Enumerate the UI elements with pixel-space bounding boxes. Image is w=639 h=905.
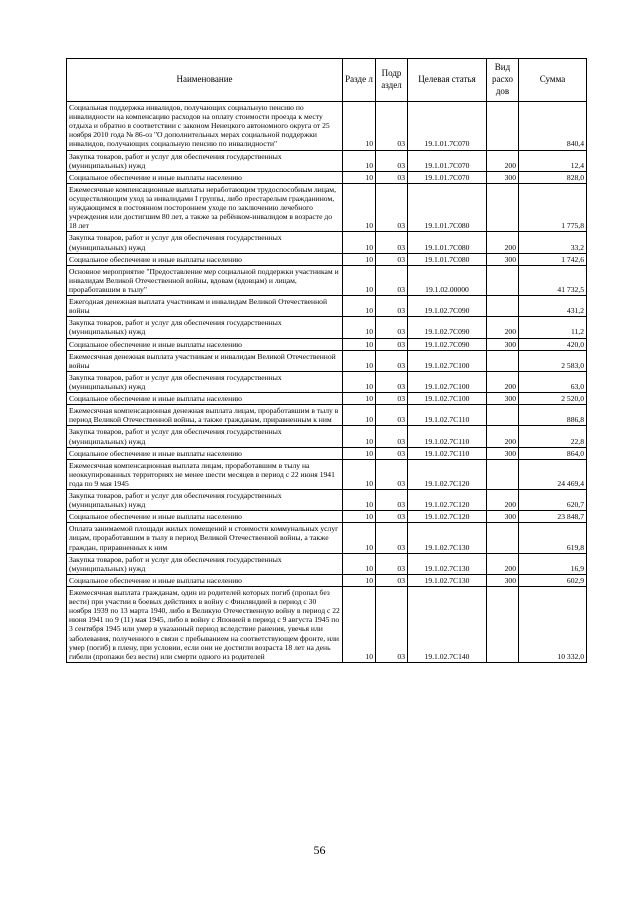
cell-amount: 840,4 <box>519 102 587 151</box>
table-row <box>67 523 587 553</box>
cell-amount: 1 742,6 <box>519 253 587 265</box>
cell-section: 10 <box>343 371 376 392</box>
cell-target: 19.1.01.7С080 <box>408 183 487 232</box>
cell-section: 10 <box>343 426 376 447</box>
header-subsection: Подр аздел <box>376 59 408 102</box>
cell-amount: 431,2 <box>519 296 587 317</box>
cell-name: Основное мероприятие "Предоставление мер социальной поддержки участникам и инвалидам Великой Отечественной войны, вдовам (вдовцам) и лицам, проработавшим в тылу" <box>67 265 343 295</box>
cell-target: 19.1.01.7С080 <box>408 232 487 253</box>
cell-section: 10 <box>343 393 376 405</box>
table-row <box>67 171 587 183</box>
cell-target: 19.1.02.7С130 <box>408 523 487 553</box>
table-row <box>67 317 587 338</box>
cell-subsection: 03 <box>376 405 408 426</box>
cell-target: 19.1.02.7С110 <box>408 405 487 426</box>
table-row <box>67 296 587 317</box>
table-row <box>67 102 587 151</box>
cell-amount: 63,0 <box>519 371 587 392</box>
cell-subsection: 03 <box>376 265 408 295</box>
cell-expense-type <box>487 183 519 232</box>
cell-target: 19.1.02.7С130 <box>408 574 487 586</box>
cell-expense-type: 200 <box>487 371 519 392</box>
cell-amount: 420,0 <box>519 338 587 350</box>
cell-expense-type: 200 <box>487 317 519 338</box>
table-row <box>67 232 587 253</box>
cell-name: Ежемесячная выплата гражданам, один из родителей которых погиб (пропал без вести) при участии в боевых действиях в войну с Финляндией в период с 30 ноября 1939 по 13 марта 1940, либо в Великую Отечественную войну в период с 22 июня 1941 по 9 (11) мая 1945, либо в войну с Японией в период с 9 августа 1945 по 3 сентября 1945 или умер в указанный период вследствие ранения, увечья или заболевания, полученного в связи с пребыванием на соответствующем фронте, или умер (погиб) в плену, при условии, если они не достигли возраста 18 лет на день гибели (пропажи без вести) или смерти одного из родителей <box>67 587 343 663</box>
cell-subsection: 03 <box>376 587 408 663</box>
cell-name: Ежемесячная денежная выплата участникам и инвалидам Великой Отечественной войны <box>67 350 343 371</box>
cell-subsection: 03 <box>376 150 408 171</box>
table-row <box>67 338 587 350</box>
table-row <box>67 371 587 392</box>
cell-subsection: 03 <box>376 426 408 447</box>
cell-section: 10 <box>343 523 376 553</box>
cell-expense-type: 300 <box>487 393 519 405</box>
budget-table <box>66 58 587 663</box>
cell-target: 19.1.02.7С110 <box>408 426 487 447</box>
cell-section: 10 <box>343 317 376 338</box>
table-row <box>67 426 587 447</box>
cell-target: 19.1.02.00000 <box>408 265 487 295</box>
cell-amount: 10 332,0 <box>519 587 587 663</box>
cell-expense-type: 300 <box>487 511 519 523</box>
cell-name: Закупка товаров, работ и услуг для обеспечения государственных (муниципальных) нужд <box>67 426 343 447</box>
table-row <box>67 459 587 489</box>
cell-subsection: 03 <box>376 553 408 574</box>
cell-section: 10 <box>343 232 376 253</box>
cell-target: 19.1.01.7С070 <box>408 102 487 151</box>
cell-expense-type <box>487 350 519 371</box>
cell-expense-type: 300 <box>487 253 519 265</box>
header-target: Целевая статья <box>408 59 487 102</box>
cell-name: Социальное обеспечение и иные выплаты населению <box>67 338 343 350</box>
cell-amount: 619,8 <box>519 523 587 553</box>
cell-name: Социальное обеспечение и иные выплаты населению <box>67 171 343 183</box>
cell-expense-type <box>487 587 519 663</box>
cell-amount: 828,0 <box>519 171 587 183</box>
cell-amount: 886,8 <box>519 405 587 426</box>
cell-amount: 2 520,0 <box>519 393 587 405</box>
table-row <box>67 405 587 426</box>
cell-target: 19.1.02.7С120 <box>408 459 487 489</box>
cell-subsection: 03 <box>376 447 408 459</box>
header-section: Разде л <box>343 59 376 102</box>
cell-target: 19.1.02.7С110 <box>408 447 487 459</box>
cell-amount: 23 848,7 <box>519 511 587 523</box>
cell-expense-type: 200 <box>487 150 519 171</box>
cell-subsection: 03 <box>376 523 408 553</box>
cell-section: 10 <box>343 102 376 151</box>
cell-section: 10 <box>343 574 376 586</box>
cell-name: Ежемесячная компенсационная денежная выплата лицам, проработавшим в тылу в период Великой Отечественной войны, а также гражданам, приравненным к ним <box>67 405 343 426</box>
cell-target: 19.1.01.7С070 <box>408 171 487 183</box>
cell-amount: 41 732,5 <box>519 265 587 295</box>
cell-subsection: 03 <box>376 459 408 489</box>
cell-expense-type: 200 <box>487 232 519 253</box>
table-row <box>67 447 587 459</box>
cell-name: Социальное обеспечение и иные выплаты населению <box>67 447 343 459</box>
cell-expense-type <box>487 459 519 489</box>
cell-name: Социальное обеспечение и иные выплаты населению <box>67 511 343 523</box>
cell-subsection: 03 <box>376 393 408 405</box>
cell-subsection: 03 <box>376 183 408 232</box>
cell-subsection: 03 <box>376 296 408 317</box>
cell-subsection: 03 <box>376 350 408 371</box>
cell-expense-type: 300 <box>487 447 519 459</box>
table-row <box>67 490 587 511</box>
table-row <box>67 574 587 586</box>
cell-section: 10 <box>343 253 376 265</box>
cell-expense-type: 200 <box>487 553 519 574</box>
table-body <box>67 102 587 663</box>
cell-amount: 620,7 <box>519 490 587 511</box>
cell-name: Закупка товаров, работ и услуг для обеспечения государственных (муниципальных) нужд <box>67 371 343 392</box>
cell-expense-type: 200 <box>487 490 519 511</box>
cell-name: Оплата занимаемой площади жилых помещений и стоимости коммунальных услуг лицам, проработавшим в тылу в период Великой Отечественной войны, а также граждан, приравненных к ним <box>67 523 343 553</box>
table-row <box>67 553 587 574</box>
cell-target: 19.1.02.7С090 <box>408 296 487 317</box>
table-row <box>67 587 587 663</box>
cell-subsection: 03 <box>376 317 408 338</box>
cell-expense-type <box>487 265 519 295</box>
cell-name: Закупка товаров, работ и услуг для обеспечения государственных (муниципальных) нужд <box>67 150 343 171</box>
cell-target: 19.1.02.7С120 <box>408 511 487 523</box>
cell-section: 10 <box>343 183 376 232</box>
cell-amount: 11,2 <box>519 317 587 338</box>
cell-section: 10 <box>343 296 376 317</box>
cell-name: Закупка товаров, работ и услуг для обеспечения государственных (муниципальных) нужд <box>67 317 343 338</box>
cell-section: 10 <box>343 587 376 663</box>
cell-amount: 602,9 <box>519 574 587 586</box>
cell-expense-type <box>487 523 519 553</box>
cell-target: 19.1.02.7С120 <box>408 490 487 511</box>
cell-name: Социальное обеспечение и иные выплаты населению <box>67 393 343 405</box>
cell-section: 10 <box>343 447 376 459</box>
cell-target: 19.1.02.7С090 <box>408 338 487 350</box>
cell-subsection: 03 <box>376 338 408 350</box>
cell-name: Закупка товаров, работ и услуг для обеспечения государственных (муниципальных) нужд <box>67 232 343 253</box>
cell-name: Социальная поддержка инвалидов, получающих социальную пенсию по инвалидности на компенсацию расходов на оплату стоимости проезда к месту отдыха и обратно в соответствии с законом Ненецкого автономного округа от 25 ноября 2010 года № 86-оз "О дополнительных мерах социальной поддержки инвалидов, получающих социальную пенсию по инвалидности" <box>67 102 343 151</box>
cell-subsection: 03 <box>376 371 408 392</box>
cell-target: 19.1.01.7С070 <box>408 150 487 171</box>
cell-amount: 12,4 <box>519 150 587 171</box>
table-row <box>67 150 587 171</box>
cell-expense-type: 200 <box>487 426 519 447</box>
cell-amount: 16,9 <box>519 553 587 574</box>
cell-amount: 24 469,4 <box>519 459 587 489</box>
header-name: Наименование <box>67 59 343 102</box>
cell-target: 19.1.02.7С100 <box>408 350 487 371</box>
cell-subsection: 03 <box>376 102 408 151</box>
table-row <box>67 350 587 371</box>
table-row <box>67 253 587 265</box>
cell-name: Социальное обеспечение и иные выплаты населению <box>67 574 343 586</box>
cell-name: Закупка товаров, работ и услуг для обеспечения государственных (муниципальных) нужд <box>67 553 343 574</box>
cell-expense-type: 300 <box>487 574 519 586</box>
cell-amount: 864,0 <box>519 447 587 459</box>
cell-expense-type: 300 <box>487 171 519 183</box>
cell-section: 10 <box>343 150 376 171</box>
table-header-row <box>67 59 587 102</box>
cell-expense-type: 300 <box>487 338 519 350</box>
cell-target: 19.1.02.7С100 <box>408 393 487 405</box>
cell-subsection: 03 <box>376 171 408 183</box>
cell-subsection: 03 <box>376 574 408 586</box>
cell-expense-type <box>487 102 519 151</box>
cell-section: 10 <box>343 490 376 511</box>
cell-target: 19.1.02.7С090 <box>408 317 487 338</box>
cell-subsection: 03 <box>376 511 408 523</box>
header-expense-type: Вид расхо дов <box>487 59 519 102</box>
cell-amount: 1 775,8 <box>519 183 587 232</box>
page-number: 56 <box>313 843 326 857</box>
cell-amount: 33,2 <box>519 232 587 253</box>
table-row <box>67 183 587 232</box>
cell-section: 10 <box>343 553 376 574</box>
cell-target: 19.1.02.7С140 <box>408 587 487 663</box>
cell-expense-type <box>487 296 519 317</box>
table-row <box>67 511 587 523</box>
cell-target: 19.1.01.7С080 <box>408 253 487 265</box>
cell-subsection: 03 <box>376 232 408 253</box>
header-amount: Сумма <box>519 59 587 102</box>
cell-subsection: 03 <box>376 490 408 511</box>
table-row <box>67 265 587 295</box>
cell-section: 10 <box>343 459 376 489</box>
cell-expense-type <box>487 405 519 426</box>
cell-name: Ежемесячная компенсационная выплата лицам, проработавшим в тылу на неоккупированных территориях не менее шести месяцев в период с 22 июня 1941 года по 9 мая 1945 <box>67 459 343 489</box>
cell-target: 19.1.02.7С100 <box>408 371 487 392</box>
cell-name: Социальное обеспечение и иные выплаты населению <box>67 253 343 265</box>
cell-section: 10 <box>343 171 376 183</box>
cell-amount: 2 583,0 <box>519 350 587 371</box>
cell-subsection: 03 <box>376 253 408 265</box>
cell-section: 10 <box>343 350 376 371</box>
cell-name: Ежемесячные компенсационные выплаты неработающим трудоспособным лицам, осуществляющим уход за инвалидами I группы, либо престарелым гражданином, нуждающимся в постоянном постороннем уходе по заключению лечебного учреждения или достигшим 80 лет, а также за ребёнком-инвалидом в возрасте до 18 лет <box>67 183 343 232</box>
table-row <box>67 393 587 405</box>
cell-target: 19.1.02.7С130 <box>408 553 487 574</box>
cell-name: Ежегодная денежная выплата участникам и инвалидам Великой Отечественной войны <box>67 296 343 317</box>
cell-section: 10 <box>343 405 376 426</box>
cell-amount: 22,8 <box>519 426 587 447</box>
cell-name: Закупка товаров, работ и услуг для обеспечения государственных (муниципальных) нужд <box>67 490 343 511</box>
cell-section: 10 <box>343 511 376 523</box>
cell-section: 10 <box>343 338 376 350</box>
cell-section: 10 <box>343 265 376 295</box>
